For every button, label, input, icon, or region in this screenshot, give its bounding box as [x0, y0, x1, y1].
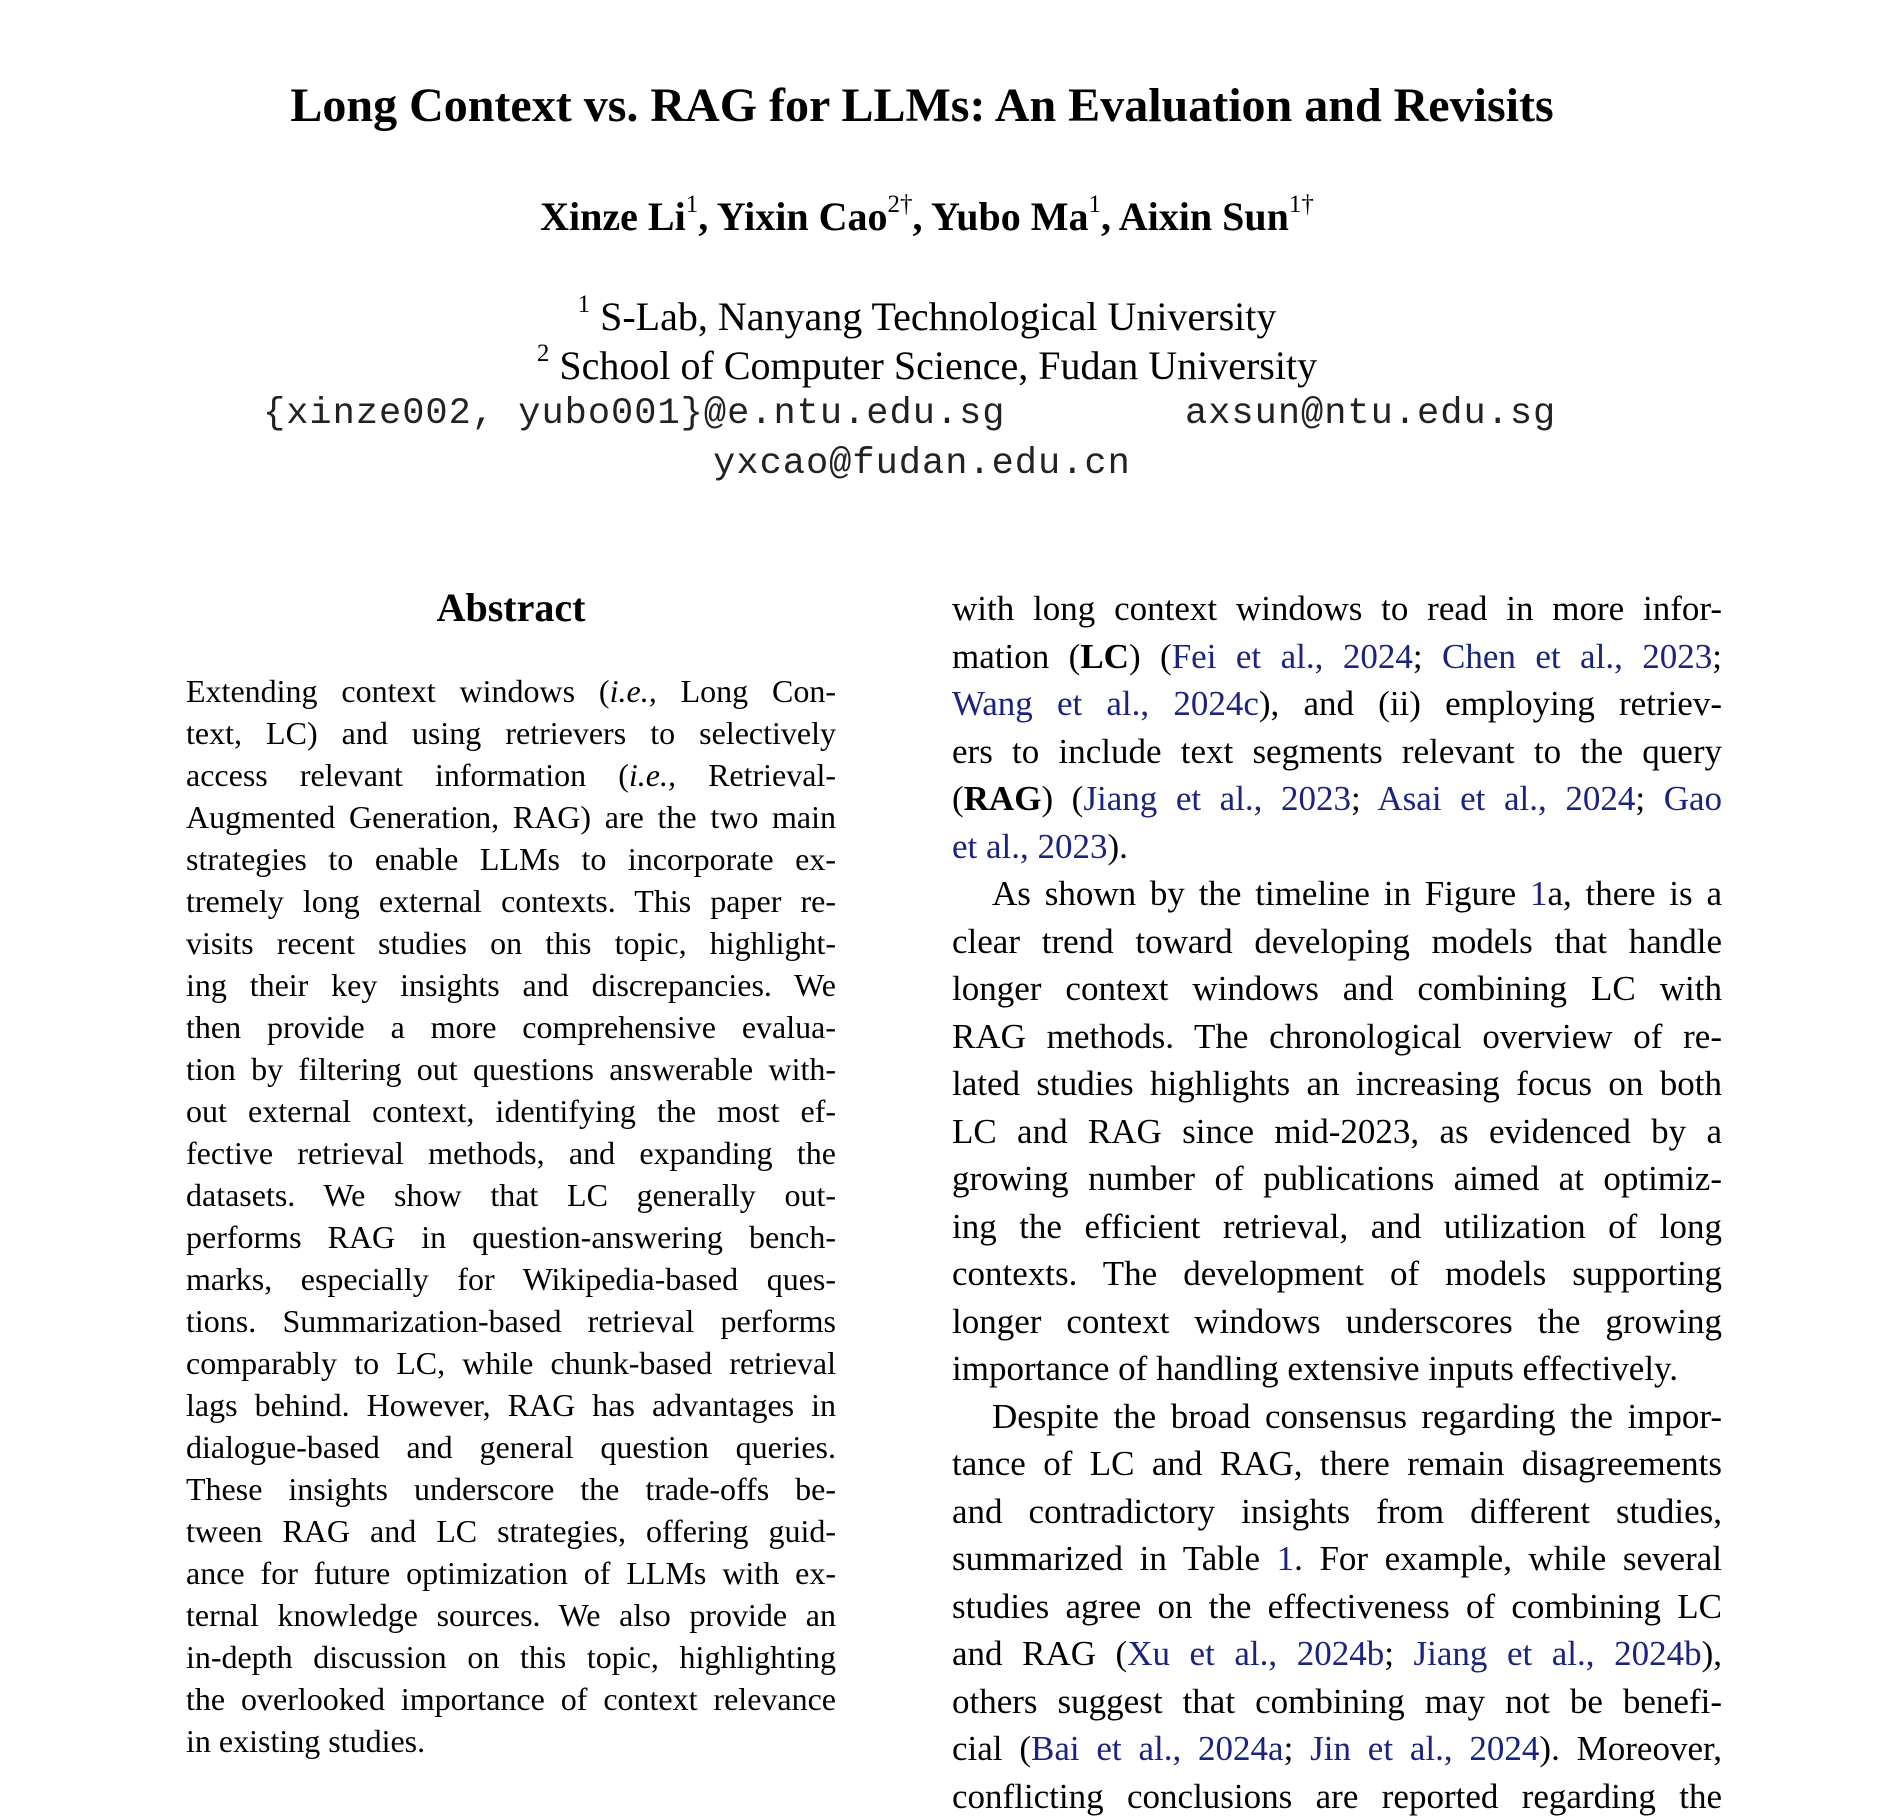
- body-line: ers to include text segments relevant to the query: [952, 728, 1722, 776]
- affiliation: [0, 342, 1854, 389]
- abstract-line: in-depth discussion on this topic, highlighting: [186, 1636, 836, 1678]
- body-line: with long context windows to read in more infor-: [952, 585, 1722, 633]
- citation-link[interactable]: Jiang et al., 2024b: [1414, 1634, 1702, 1673]
- body-line: tance of LC and RAG, there remain disagreements: [952, 1440, 1722, 1488]
- body-line: mation (LC) (Fei et al., 2024; Chen et al., 2023;: [952, 633, 1722, 681]
- abstract-line: out external context, identifying the most ef-: [186, 1090, 836, 1132]
- citation-link[interactable]: Chen et al., 2023: [1442, 637, 1712, 676]
- citation-link[interactable]: Gao: [1664, 779, 1722, 818]
- citation-link[interactable]: 1: [1277, 1539, 1295, 1578]
- body-line: (RAG) (Jiang et al., 2023; Asai et al., 2024; Gao: [952, 775, 1722, 823]
- affiliation-mark: 2: [537, 340, 550, 367]
- author-list: Xinze Li$^1$, Yixin Cao$^{2\dagger}$, Yubo Ma$^1$, Aixin Sun$^{1\dagger}$: [0, 193, 1854, 240]
- abstract-line: tween RAG and LC strategies, offering guid-: [186, 1510, 836, 1552]
- body-line: RAG methods. The chronological overview of re-: [952, 1013, 1722, 1061]
- citation-link[interactable]: Xu et al., 2024b: [1127, 1634, 1384, 1673]
- abstract-line: Augmented Generation, RAG) are the two main: [186, 796, 836, 838]
- bold-term: LC: [1080, 637, 1129, 676]
- abstract-line: fective retrieval methods, and expanding the: [186, 1132, 836, 1174]
- abstract-line: tion by filtering out questions answerable with-: [186, 1048, 836, 1090]
- author-name: Yubo Ma: [931, 194, 1088, 239]
- body-line: ing the efficient retrieval, and utilization of long: [952, 1203, 1722, 1251]
- abstract-line: ing their key insights and discrepancies. We: [186, 964, 836, 1006]
- citation-link[interactable]: Jin et al., 2024: [1310, 1729, 1539, 1768]
- abstract-line: tions. Summarization-based retrieval performs: [186, 1300, 836, 1342]
- body-line: and RAG (Xu et al., 2024b; Jiang et al., 2024b),: [952, 1630, 1722, 1678]
- abstract-line: the overlooked importance of context relevance: [186, 1678, 836, 1720]
- citation-link[interactable]: Jiang et al., 2023: [1083, 779, 1351, 818]
- abstract-line: Extending context windows (i.e., Long Con-: [186, 670, 836, 712]
- body-line: clear trend toward developing models that handle: [952, 918, 1722, 966]
- body-line: lated studies highlights an increasing focus on both: [952, 1060, 1722, 1108]
- citation-link[interactable]: Asai et al., 2024: [1377, 779, 1635, 818]
- author-name: Aixin Sun: [1119, 194, 1289, 239]
- abstract-line: in existing studies.: [186, 1720, 836, 1762]
- author-affil-mark: 1: [686, 191, 699, 218]
- email-address: yxcao@fudan.edu.cn: [0, 443, 1844, 485]
- paper-title: Long Context vs. RAG for LLMs: An Evaluation and Revisits: [0, 78, 1844, 133]
- abstract-line: datasets. We show that LC generally out-: [186, 1174, 836, 1216]
- abstract-line: performs RAG in question-answering bench-: [186, 1216, 836, 1258]
- affiliation-mark: 1: [578, 291, 591, 318]
- abstract-line: strategies to enable LLMs to incorporate ex-: [186, 838, 836, 880]
- bold-term: RAG: [964, 779, 1042, 818]
- citation-link[interactable]: 1: [1530, 874, 1548, 913]
- body-line: and contradictory insights from different studies,: [952, 1488, 1722, 1536]
- abstract-text: [186, 670, 836, 1762]
- abstract-line: comparably to LC, while chunk-based retrieval: [186, 1342, 836, 1384]
- abstract-line: then provide a more comprehensive evalua-: [186, 1006, 836, 1048]
- author-affil-mark: 1: [1088, 191, 1101, 218]
- abstract-line: access relevant information (i.e., Retrieval-: [186, 754, 836, 796]
- body-line: cial (Bai et al., 2024a; Jin et al., 2024). Moreover,: [952, 1725, 1722, 1773]
- body-line: et al., 2023).: [952, 823, 1722, 871]
- body-line: studies agree on the effectiveness of combining LC: [952, 1583, 1722, 1631]
- citation-link[interactable]: Bai et al., 2024a: [1031, 1729, 1284, 1768]
- body-line: Despite the broad consensus regarding the impor-: [952, 1393, 1722, 1441]
- abstract-heading: Abstract: [186, 584, 836, 631]
- abstract-line: text, LC) and using retrievers to selectively: [186, 712, 836, 754]
- body-line: importance of handling extensive inputs effectively.: [952, 1345, 1722, 1393]
- body-line: longer context windows and combining LC with: [952, 965, 1722, 1013]
- abstract-line: These insights underscore the trade-offs be-: [186, 1468, 836, 1510]
- body-line: others suggest that combining may not be benefi-: [952, 1678, 1722, 1726]
- abstract-line: ternal knowledge sources. We also provide an: [186, 1594, 836, 1636]
- abstract-line: lags behind. However, RAG has advantages in: [186, 1384, 836, 1426]
- affiliation-text: S-Lab, Nanyang Technological University: [600, 294, 1276, 339]
- author-name: Yixin Cao: [717, 194, 888, 239]
- body-line: LC and RAG since mid-2023, as evidenced by a: [952, 1108, 1722, 1156]
- author-name: Xinze Li: [540, 194, 686, 239]
- author-affil-mark: 1†: [1289, 191, 1314, 218]
- affiliation: [0, 293, 1854, 340]
- body-line: longer context windows underscores the growing: [952, 1298, 1722, 1346]
- citation-link[interactable]: Wang et al., 2024c: [952, 684, 1259, 723]
- citation-link[interactable]: et al., 2023: [952, 827, 1108, 866]
- email-address: axsun@ntu.edu.sg: [1185, 393, 1556, 435]
- abstract-line: tremely long external contexts. This paper re-: [186, 880, 836, 922]
- body-line: Wang et al., 2024c), and (ii) employing retriev-: [952, 680, 1722, 728]
- body-line: As shown by the timeline in Figure 1a, there is a: [952, 870, 1722, 918]
- author-affil-mark: 2†: [887, 191, 912, 218]
- abstract-line: ance for future optimization of LLMs with ex-: [186, 1552, 836, 1594]
- body-line: growing number of publications aimed at optimiz-: [952, 1155, 1722, 1203]
- body-column-right: [952, 585, 1722, 1820]
- body-line: conflicting conclusions are reported regarding the: [952, 1773, 1722, 1820]
- abstract-line: visits recent studies on this topic, highlight-: [186, 922, 836, 964]
- abstract-line: marks, especially for Wikipedia-based ques-: [186, 1258, 836, 1300]
- body-line: summarized in Table 1. For example, while several: [952, 1535, 1722, 1583]
- abstract-line: dialogue-based and general question queries.: [186, 1426, 836, 1468]
- email-address: {xinze002, yubo001}@e.ntu.edu.sg: [263, 393, 1006, 435]
- body-line: contexts. The development of models supporting: [952, 1250, 1722, 1298]
- citation-link[interactable]: Fei et al., 2024: [1172, 637, 1413, 676]
- affiliation-text: School of Computer Science, Fudan University: [559, 343, 1317, 388]
